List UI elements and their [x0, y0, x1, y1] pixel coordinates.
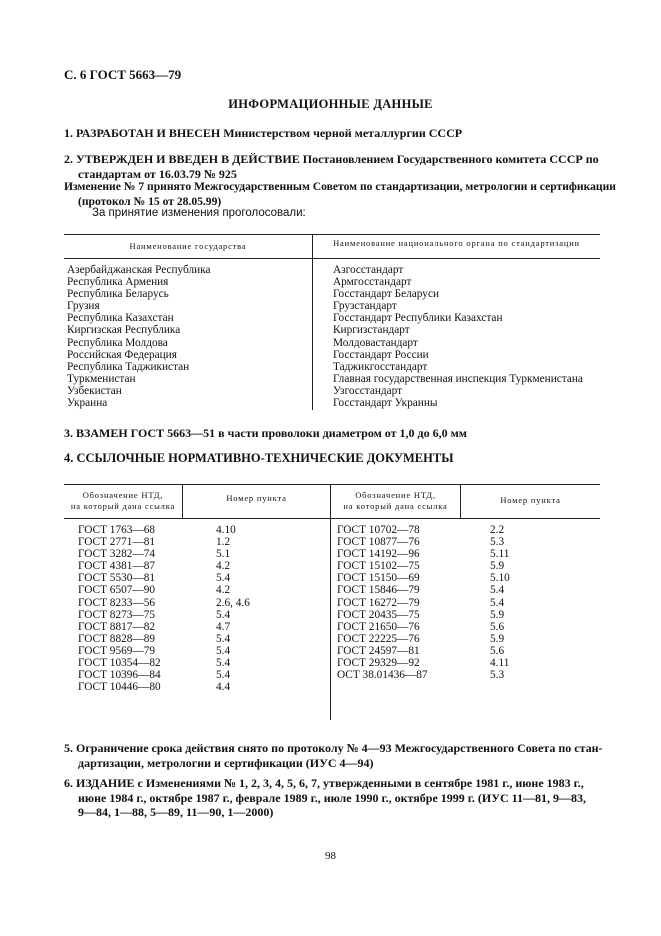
item-5-line-1: 5. Ограничение срока действия снято по протоколу № 4—93 Межгосударственного Совета по стан-: [64, 741, 603, 755]
ref-doc: ГОСТ 21650—76: [337, 620, 420, 633]
ref-item-number: 5.9: [490, 632, 505, 645]
ref-item-number: 1.2: [216, 536, 231, 549]
ref-item-header-left: Номер пункта: [226, 493, 287, 503]
standards-body-name: Грузстандарт: [333, 300, 397, 313]
ref-item-number: 5.3: [490, 669, 505, 682]
standards-body-name: Госстандарт Республики Казахстан: [333, 312, 503, 325]
ref-doc: ГОСТ 9569—79: [78, 644, 155, 657]
item-1-heading: РАЗРАБОТАН И ВНЕСЕН: [76, 126, 221, 140]
change-note: [64, 180, 624, 209]
ref-item-number: 5.1: [216, 548, 231, 561]
item-2: [64, 152, 604, 181]
ref-item-number: 4.2: [216, 584, 231, 597]
ref-doc: ГОСТ 2771—81: [78, 536, 155, 549]
vote-intro: За принятие изменения проголосовали:: [92, 207, 306, 219]
page-number: 98: [325, 850, 336, 862]
vote-table-header-rule: [64, 258, 600, 259]
item-1-text: Министерством черной металлургии СССР: [223, 126, 463, 140]
ref-doc: ГОСТ 10877—76: [337, 536, 420, 549]
item-5-line-2: дартизации, метрологии и сертификации (ИУС 4—94): [78, 755, 374, 770]
ref-doc: ГОСТ 8817—82: [78, 620, 155, 633]
state-name: Российская Федерация: [67, 348, 177, 361]
item-3: [64, 426, 467, 441]
ref-left-docs: [78, 524, 161, 693]
state-name: Азербайджанская Республика: [67, 264, 211, 276]
ref-doc-header-left: [64, 490, 182, 512]
ref-doc: ГОСТ 8273—75: [78, 608, 155, 621]
state-name: Украина: [67, 397, 108, 410]
item-1: [64, 126, 462, 141]
ref-doc: ОСТ 38.01436—87: [337, 669, 428, 682]
vote-table-divider: [312, 234, 313, 410]
vote-col-state-header: Наименование государства: [129, 241, 247, 251]
ref-doc-header-left-line-1: Обозначение НТД,: [82, 490, 164, 500]
item-5: [64, 741, 604, 770]
standards-body-name: Киргизстандарт: [333, 324, 410, 337]
ref-doc-header-right-line-2: на который дана ссылка: [343, 501, 448, 511]
ref-doc: ГОСТ 3282—74: [78, 548, 155, 561]
ref-doc: ГОСТ 8233—56: [78, 596, 155, 609]
ref-left-items: [216, 524, 250, 693]
ref-item-number: 5.10: [490, 572, 510, 585]
ref-item-number: 5.4: [490, 596, 505, 609]
item-6: [64, 776, 604, 820]
vote-col-body-header: Наименование национального органа по стандартизации: [333, 238, 580, 248]
ref-item-number: 5.11: [490, 548, 510, 561]
standards-body-name: Таджикгосстандарт: [333, 360, 428, 373]
state-name: Киргизская Республика: [67, 324, 181, 337]
item-4-number: 4.: [64, 451, 74, 465]
ref-table-header-rule: [64, 518, 600, 519]
ref-doc-header-left-line-2: на который дана ссылка: [70, 501, 176, 511]
ref-item-number: 4.4: [216, 681, 231, 694]
ref-item-number: 5.4: [216, 644, 231, 657]
standards-body-name: Азгосстандарт: [333, 264, 404, 276]
ref-table-top-rule: [64, 484, 600, 485]
ref-doc: ГОСТ 10702—78: [337, 524, 420, 536]
item-2-number: 2.: [64, 152, 73, 166]
section-title: ИНФОРМАЦИОННЫЕ ДАННЫЕ: [228, 97, 433, 111]
ref-doc: ГОСТ 16272—79: [337, 596, 420, 609]
ref-doc: ГОСТ 15846—79: [337, 584, 420, 597]
item-4-heading: ССЫЛОЧНЫЕ НОРМАТИВНО-ТЕХНИЧЕСКИЕ ДОКУМЕНТЫ: [76, 451, 454, 465]
item-1-number: 1.: [64, 126, 73, 140]
ref-item-number: 5.4: [216, 608, 231, 621]
ref-item-number: 4.11: [490, 657, 510, 670]
state-name: Республика Беларусь: [67, 288, 169, 301]
ref-doc-header-right-line-1: Обозначение НТД,: [355, 490, 436, 500]
ref-item-number: 5.9: [490, 608, 505, 621]
state-name: Узбекистан: [67, 384, 122, 397]
vote-bodies-list: [333, 264, 583, 409]
state-name: Республика Армения: [67, 276, 169, 289]
ref-doc: ГОСТ 20435—75: [337, 608, 420, 621]
ref-doc: ГОСТ 24597—81: [337, 644, 420, 657]
ref-doc: ГОСТ 15102—75: [337, 560, 420, 573]
ref-item-number: 4.2: [216, 560, 231, 573]
ref-item-number: 5.6: [490, 644, 505, 657]
ref-doc: ГОСТ 4381—87: [78, 560, 155, 573]
change-line-2: (протокол № 15 от 28.05.99): [78, 194, 222, 208]
state-name: Туркменистан: [67, 372, 136, 385]
ref-item-number: 5.4: [216, 572, 231, 585]
ref-doc: ГОСТ 15150—69: [337, 572, 420, 585]
ref-right-docs: [337, 524, 428, 681]
item-3-text: ВЗАМЕН ГОСТ 5663—51 в части проволоки диаметром от 1,0 до 6,0 мм: [76, 426, 467, 440]
state-name: Республика Казахстан: [67, 312, 174, 325]
ref-doc: ГОСТ 5530—81: [78, 572, 155, 585]
vote-states-list: [67, 264, 211, 409]
standards-body-name: Госстандарт Беларуси: [333, 288, 440, 301]
item-2-text: Постановлением Государственного комитета СССР по: [302, 152, 599, 166]
ref-doc: ГОСТ 29329—92: [337, 657, 420, 670]
change-line-1: Изменение № 7 принято Межгосударственным Советом по стандартизации, метрологии и сертификации: [64, 180, 616, 193]
ref-item-number: 5.6: [490, 620, 505, 633]
item-2-line-2: стандартам от 16.03.79 № 925: [78, 166, 237, 181]
ref-doc: ГОСТ 14192—96: [337, 548, 420, 561]
ref-item-number: 5.3: [490, 536, 505, 549]
ref-doc: ГОСТ 1763—68: [78, 524, 155, 536]
item-3-number: 3.: [64, 426, 73, 440]
ref-doc: ГОСТ 10446—80: [78, 681, 161, 694]
ref-doc-header-right: [331, 490, 460, 512]
ref-item-number: 2.6, 4.6: [216, 596, 250, 609]
ref-doc: ГОСТ 8828—89: [78, 632, 155, 645]
ref-item-number: 5.4: [216, 632, 231, 645]
standards-body-name: Армгосстандарт: [333, 276, 412, 289]
standards-body-name: Узгосстандарт: [333, 384, 403, 397]
ref-item-number: 5.4: [490, 584, 505, 597]
ref-item-number: 5.9: [490, 560, 505, 573]
item-6-line-2: июне 1984 г., октябре 1987 г., феврале 1989 г., июле 1990 г., октябре 1999 г. (ИУС 11—81, 9—83,: [78, 790, 587, 805]
standards-body-name: Госстандарт России: [333, 348, 429, 361]
page-header: С. 6 ГОСТ 5663—79: [64, 67, 182, 82]
ref-doc: ГОСТ 10354—82: [78, 657, 161, 670]
item-6-line-3: 9—84, 1—88, 5—89, 11—90, 1—2000): [78, 805, 274, 819]
ref-doc: ГОСТ 6507—90: [78, 584, 155, 597]
ref-item-number: 4.10: [216, 524, 236, 536]
ref-item-header-right: Номер пункта: [500, 495, 561, 505]
state-name: Грузия: [67, 300, 100, 313]
item-6-line-1: 6. ИЗДАНИЕ с Изменениями № 1, 2, 3, 4, 5, 6, 7, утвержденными в сентябре 1981 г., июне 1983 г.,: [64, 776, 584, 790]
standards-body-name: Молдовастандарт: [333, 336, 418, 349]
ref-item-number: 2.2: [490, 524, 505, 536]
ref-doc: ГОСТ 10396—84: [78, 669, 161, 682]
ref-item-number: 4.7: [216, 620, 231, 633]
ref-doc: ГОСТ 22225—76: [337, 632, 420, 645]
standards-body-name: Госстандарт Украины: [333, 397, 438, 410]
state-name: Республика Таджикистан: [67, 360, 190, 373]
standards-body-name: Главная государственная инспекция Туркменистана: [333, 372, 583, 385]
item-2-heading: УТВЕРЖДЕН И ВВЕДЕН В ДЕЙСТВИЕ: [76, 152, 300, 166]
ref-item-number: 5.4: [216, 657, 231, 670]
ref-right-items: [490, 524, 510, 681]
ref-item-number: 5.4: [216, 669, 231, 682]
item-4: [64, 451, 453, 466]
vote-table-top-rule: [64, 234, 600, 235]
ref-divider-2: [330, 484, 331, 720]
state-name: Республика Молдова: [67, 336, 168, 349]
